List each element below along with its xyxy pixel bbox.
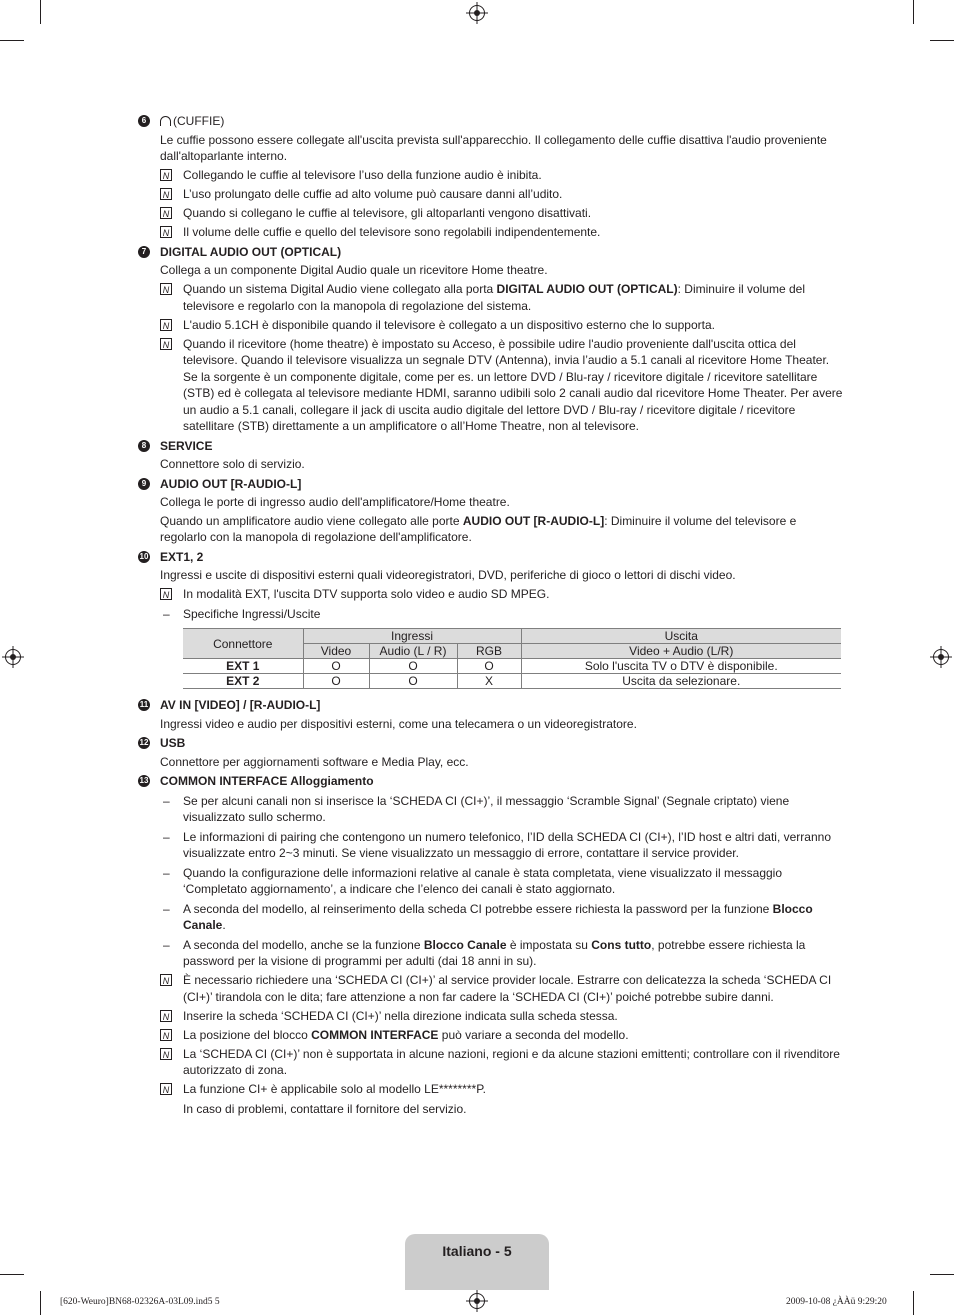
crop-mark	[930, 1274, 954, 1275]
col-header-rgb: RGB	[457, 644, 521, 659]
dash-item: – A seconda del modello, anche se la funzione Blocco Canale è impostata su Cons tutto, potrebbe essere richiesta la password per la visione di programmi per adulti (dai 18 anni in su).	[163, 937, 806, 968]
note-item: N La ‘SCHEDA CI (CI+)’ non è supportata in alcune nazioni, regioni e da alcune stazioni emittenti; controllare con il rivenditore autorizzato di zona.	[138, 1046, 843, 1079]
note-item: N È necessario richiedere una ‘SCHEDA CI (CI+)’ al service provider locale. Estrarre con delicatezza la scheda ‘SCHEDA CI (CI+)’ tirandola con le dita; fare attenzione a non far cadere la ‘SCHEDA CI (CI+)’ poiché potrebbe subire danni.	[138, 972, 843, 1005]
section-heading	[138, 113, 843, 130]
section-title: SERVICE	[160, 438, 213, 453]
headphones-icon	[160, 116, 171, 126]
crop-mark	[930, 40, 954, 41]
crop-mark	[0, 1274, 24, 1275]
note-icon	[160, 319, 172, 331]
note-icon	[160, 338, 172, 350]
section-title: (CUFFIE)	[173, 114, 225, 128]
section-title: USB	[160, 736, 186, 750]
note-icon	[160, 188, 172, 200]
note-item: N La posizione del blocco COMMON INTERFACE può variare a seconda del modello.	[138, 1027, 843, 1044]
crop-mark	[0, 40, 24, 41]
note-item: N Quando il ricevitore (home theatre) è impostato su Acceso, è possibile udire l'audio proveniente dall'uscita ottica del televisore. Quando il televisore visualizza un segnale DTV (Antenna), invia l’audio a 5.1 canali al ricevitore Home Theater. Se la sorgente è un componente digitale, come per es. un lettore DVD / Blu-ray / ricevitore digitale / ricevitore satellitare (STB) ed è collegata al televisore mediante HDMI, saranno udibili solo 2 canali audio dal ricevitore Home Theater. Per avere un audio a 5.1 canali, collegare il jack di uscita audio digitale del lettore DVD / Blu-ray / ricevitore digitale / ricevitore satellitare (STB) direttamente a un amplificatore o all’Home Theatre, non al televisore.	[138, 336, 843, 435]
section-body: Le cuffie possono essere collegate all'uscita prevista sull'apparecchio. Il collegamento delle cuffie disattiva l'audio proveniente dall'altoparlante interno.	[160, 132, 827, 163]
note-icon	[160, 1029, 172, 1041]
crop-mark	[40, 0, 41, 24]
section-body: Quando un amplificatore audio viene collegato alle porte AUDIO OUT [R-AUDIO-L]: Diminuire il volume del televisore e regolarlo con la manopola di regolazione dell'amplificatore.	[160, 513, 797, 544]
section-title: COMMON INTERFACE Alloggiamento	[160, 774, 374, 788]
table-row: EXT 2 O O X Uscita da selezionare.	[183, 674, 841, 689]
section-number: 7	[138, 246, 150, 258]
note-icon	[160, 1083, 172, 1095]
col-header-audio: Audio (L / R)	[369, 644, 457, 659]
page-number-tab	[405, 1234, 549, 1290]
note-item: N L'audio 5.1CH è disponibile quando il televisore è collegato a un dispositivo esterno che lo supporta.	[138, 317, 843, 334]
note-continuation: In caso di problemi, contattare il fornitore del servizio.	[183, 1101, 467, 1116]
section-number: 8	[138, 440, 150, 452]
crop-mark	[913, 1291, 914, 1315]
note-icon	[160, 226, 172, 238]
section-title: EXT1, 2	[160, 549, 204, 564]
note-icon	[160, 1048, 172, 1060]
registration-mark-icon	[469, 1293, 485, 1309]
note-item: N L’uso prolungato delle cuffie ad alto volume può causare danni all’udito.	[138, 186, 843, 203]
dash-item: – Quando la configurazione delle informazioni relative al canale è stata completata, viene visualizzato il messaggio ‘Completato aggiornamento’, a indicare che l’elenco dei canali è stato aggiornato.	[163, 865, 783, 896]
section-body: Ingressi video e audio per dispositivi esterni, come una telecamera o un videoregistratore.	[160, 716, 637, 731]
col-header-uscita-sub: Video + Audio (L/R)	[521, 644, 841, 659]
registration-mark-icon	[933, 649, 949, 665]
dash-item: – Se per alcuni canali non si inserisce la ‘SCHEDA CI (CI+)’, il messaggio ‘Scramble Signal’ (Segnale criptato) viene visualizzato sullo schermo.	[163, 793, 790, 824]
dash-item: – Le informazioni di pairing che contengono un numero telefonico, l’ID della SCHEDA CI (CI+), l’ID host e altri dati, verranno visualizzate entro 2~3 minuti. Se viene visualizzato un messaggio di errore, contattare il service provider.	[163, 829, 831, 860]
section-body: Connettore solo di servizio.	[160, 457, 305, 471]
page-label: Italiano - 5	[442, 1243, 512, 1259]
note-icon	[160, 974, 172, 986]
col-header-ingressi: Ingressi	[303, 629, 521, 644]
note-item: N In modalità EXT, l'uscita DTV supporta solo video e audio SD MPEG.	[138, 586, 843, 603]
registration-mark-icon	[469, 5, 485, 21]
section-title: AUDIO OUT [R-AUDIO-L]	[160, 476, 302, 491]
note-icon	[160, 1010, 172, 1022]
section-heading	[138, 735, 843, 752]
print-slug-left: [620-Weuro]BN68-02326A-03L09.ind5 5	[60, 1297, 220, 1307]
crop-mark	[913, 0, 914, 24]
section-number: 12	[139, 738, 149, 747]
section-body: Ingressi e uscite di dispositivi esterni quali videoregistratori, DVD, periferiche di gioco o lettori di dischi video.	[160, 568, 736, 582]
note-item: N Collegando le cuffie al televisore l’uso della funzione audio è inibita.	[138, 167, 843, 184]
section-body: Collega a un componente Digital Audio quale un ricevitore Home theatre.	[160, 263, 548, 277]
note-item: N Quando un sistema Digital Audio viene collegato alla porta DIGITAL AUDIO OUT (OPTICAL): Diminuire il volume del televisore e regolarlo con la manopola di regolazione del sistema.	[138, 281, 843, 314]
col-header-connettore: Connettore	[183, 629, 303, 659]
section-number: 13	[139, 776, 149, 785]
section-heading	[138, 438, 843, 455]
crop-mark	[40, 1291, 41, 1315]
registration-mark-icon	[5, 649, 21, 665]
section-number: 9	[138, 478, 150, 490]
note-item: N Quando si collegano le cuffie al televisore, gli altoparlanti vengono disattivati.	[138, 205, 843, 222]
section-heading	[138, 773, 843, 790]
page-content	[138, 110, 843, 1117]
section-number: 11	[139, 700, 149, 709]
note-icon	[160, 283, 172, 295]
section-heading	[138, 244, 843, 261]
io-spec-table	[183, 628, 841, 689]
table-row: EXT 1 O O O Solo l'uscita TV o DTV è disponibile.	[183, 659, 841, 674]
section-number: 6	[138, 115, 150, 127]
section-body: Collega le porte di ingresso audio dell'amplificatore/Home theatre.	[160, 495, 510, 509]
section-title: AV IN [VIDEO] / [R-AUDIO-L]	[160, 698, 321, 712]
note-icon	[160, 588, 172, 600]
print-slug-right: 2009-10-08 ¿ÀÀü 9:29:20	[786, 1297, 887, 1307]
section-heading	[138, 476, 843, 493]
note-item: N Il volume delle cuffie e quello del televisore sono regolabili indipendentemente.	[138, 224, 843, 241]
note-icon	[160, 169, 172, 181]
section-title: DIGITAL AUDIO OUT (OPTICAL)	[160, 244, 342, 259]
note-item: N La funzione CI+ è applicabile solo al modello LE********P.	[138, 1081, 843, 1098]
dash-item: – Specifiche Ingressi/Uscite	[163, 606, 321, 621]
section-number: 10	[139, 551, 149, 561]
section-heading	[138, 697, 843, 714]
col-header-video: Video	[303, 644, 369, 659]
dash-item: – A seconda del modello, al reinserimento della scheda CI potrebbe essere richiesta la password per la funzione Blocco Canale.	[163, 901, 813, 932]
note-icon	[160, 207, 172, 219]
note-item: N Inserire la scheda ‘SCHEDA CI (CI+)’ nella direzione indicata sulla scheda stessa.	[138, 1008, 843, 1025]
section-body: Connettore per aggiornamenti software e Media Play, ecc.	[160, 754, 469, 769]
col-header-uscita: Uscita	[521, 629, 841, 644]
section-heading	[138, 549, 843, 566]
